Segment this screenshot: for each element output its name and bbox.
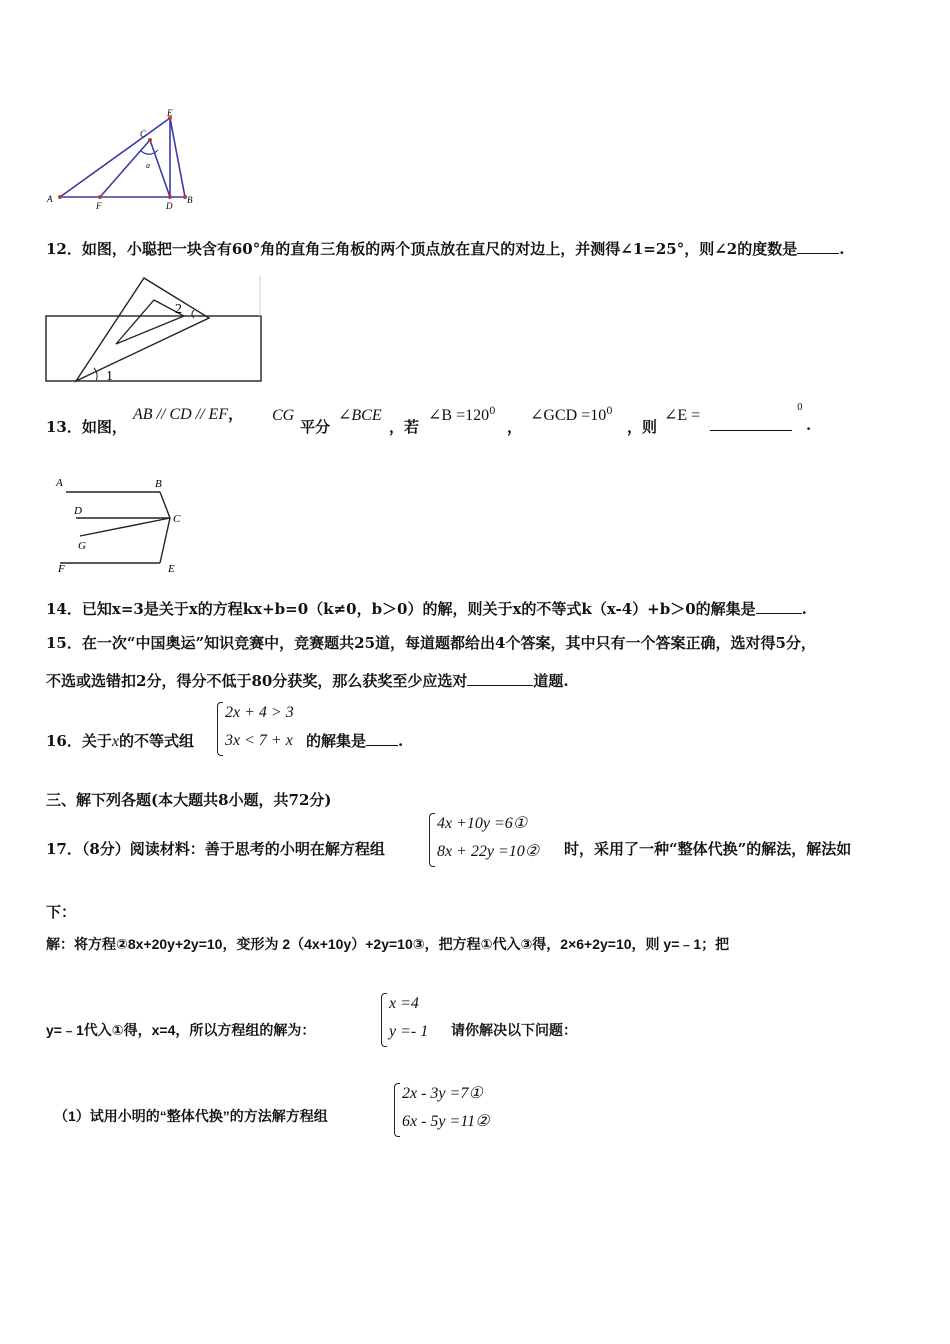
q13-sup2: 0	[606, 406, 613, 417]
q17-line3: 解：将方程②8x+20y+2y=10，变形为 2（4x+10y）+2y=10③，把方程①代入③得，2×6+2y=10，则 y=﹣1；把	[46, 936, 730, 952]
q16-brace	[217, 702, 223, 756]
q13-mid-text: 平分	[300, 418, 331, 436]
fig13-label-f: F	[58, 563, 65, 575]
q13-expr2: CG	[272, 407, 295, 424]
question-17-line3	[46, 934, 729, 954]
q17-suffix: 时，采用了一种“整体代换”的解法，解法如	[564, 840, 852, 858]
fig13-label-b: B	[155, 478, 162, 490]
q17-solution-system	[389, 990, 428, 1046]
parallel-lines-figure-q13	[50, 472, 200, 576]
q13-expr-bce	[338, 405, 382, 425]
ruler-triangle-figure-q12	[44, 272, 266, 384]
q16-suffix: 的解集是	[306, 732, 367, 750]
question-13	[46, 416, 127, 437]
q13-expr-b	[428, 405, 495, 425]
q17-brace	[429, 813, 435, 867]
q12-angle-label-2: 2	[175, 302, 182, 317]
q12-tail: .	[839, 240, 845, 258]
q15-line1: 15．在一次“中国奥运”知识竞赛中，竞赛题共25道，每道题都给出4个答案，其中只有一个答案正确，选对得5分，	[46, 634, 816, 652]
q17-1-equation-system	[402, 1080, 489, 1136]
q16-mid: 的不等式组	[118, 732, 194, 750]
fig13-label-a: A	[56, 477, 63, 489]
question-15-line2	[46, 670, 569, 691]
q13-answer-blank[interactable]	[710, 416, 792, 431]
q17-sol1: x =4	[389, 995, 419, 1012]
q13-comma4: ，则	[627, 418, 658, 436]
q16-suffix-box	[306, 730, 403, 751]
q15-line2: 不选或选错扣2分，得分不低于80分获奖，那么获奖至少应选对	[46, 672, 468, 690]
q17-eq2: 8x + 22y =10②	[437, 843, 540, 860]
question-17-prefix	[46, 838, 385, 859]
q13-expr-parallel	[133, 403, 243, 424]
q13-comma1: ，	[228, 405, 244, 423]
question-17-line2	[46, 901, 76, 922]
q13-expr-cg	[272, 406, 294, 425]
q13-ze-box	[627, 416, 657, 437]
q13-expr1: AB // CD // EF	[133, 406, 229, 423]
q17-1-eq2: 6x - 5y =11②	[402, 1113, 490, 1130]
q13-ruo	[389, 416, 419, 437]
q16-inequality-system	[225, 699, 294, 755]
q17-line2: 下：	[46, 903, 77, 921]
q13-mid	[300, 416, 330, 437]
fig13-label-e: E	[168, 563, 175, 575]
fig11-label-a-vertex: A	[47, 194, 53, 204]
q14-text: 14．已知x=3是关于x的方程kx+b=0（k≠0，b＞0）的解，则关于x的不等式k（x-4）+b＞0的解集是	[46, 600, 756, 618]
q17-1-brace	[394, 1083, 400, 1137]
fig11-label-alpha: a	[146, 161, 150, 170]
q16-tail: .	[398, 732, 404, 750]
q13-expr3: ∠BCE	[338, 407, 382, 424]
q17-equation-system	[437, 810, 539, 866]
fig11-label-d: D	[166, 201, 173, 211]
question-16	[46, 730, 194, 751]
q16-eq2: 3x < 7 + x	[225, 732, 293, 749]
q14-answer-blank[interactable]	[756, 599, 802, 614]
q17-line4-suffix: 请你解决以下问题：	[451, 1022, 577, 1038]
q15-tail: 道题.	[533, 672, 569, 690]
fig11-label-e: E	[167, 108, 173, 118]
q17-sol2: y =- 1	[389, 1023, 429, 1040]
q13-comma3: ，	[507, 418, 523, 436]
q16-eq1: 2x + 4 > 3	[225, 704, 294, 721]
q13-sup3: 0	[797, 403, 803, 413]
q12-answer-blank[interactable]	[797, 239, 839, 254]
q13-sup1: 0	[489, 406, 496, 417]
q16-var: x	[111, 733, 119, 750]
q15-answer-blank[interactable]	[467, 671, 533, 686]
q13-sup3-box	[797, 403, 803, 413]
q13-tail: .	[806, 416, 812, 434]
fig13-label-c: C	[173, 513, 181, 525]
fig13-label-g: G	[78, 540, 86, 552]
q13-expr-e	[664, 405, 700, 425]
q17-eq1: 4x +10y =6①	[437, 815, 528, 832]
q13-comma3-box	[507, 416, 522, 437]
fig11-label-f: F	[96, 201, 102, 211]
question-17-line4-suffix	[451, 1020, 577, 1040]
q13-expr6: ∠E =	[664, 407, 701, 424]
q17-line4-prefix: y=﹣1代入①得，x=4，所以方程组的解为：	[46, 1022, 316, 1038]
q13-prefix: 13．如图，	[46, 418, 127, 436]
question-12	[46, 238, 844, 259]
q13-expr4: ∠B =120	[428, 407, 490, 424]
q17-prefix: 17．（8分）阅读材料：善于思考的小明在解方程组	[46, 840, 385, 858]
section-3-title	[46, 789, 332, 810]
section3-title-text: 三、解下列各题(本大题共8小题，共72分)	[46, 791, 332, 809]
question-14	[46, 598, 807, 619]
q12-text: 12．如图，小聪把一块含有60°角的直角三角板的两个顶点放在直尺的对边上，并测得∠1=25°，则∠2的度数是	[46, 240, 798, 258]
q17-1-prefix: （1）试用小明的“整体代换”的方法解方程组	[54, 1108, 328, 1124]
fig13-label-d: D	[74, 505, 82, 517]
fig11-label-c: C	[140, 129, 147, 139]
q14-tail: .	[801, 600, 807, 618]
q13-comma2: ，若	[389, 418, 420, 436]
q13-expr-gcd	[530, 405, 613, 425]
fig11-label-b: B	[187, 195, 193, 205]
q12-angle-label-1: 1	[106, 369, 113, 384]
q17-1-eq1: 2x - 3y =7①	[402, 1085, 483, 1102]
q13-expr5: ∠GCD =10	[530, 407, 607, 424]
triangle-figure-q11	[40, 108, 210, 213]
question-17-part1	[54, 1106, 328, 1126]
q16-answer-blank[interactable]	[366, 731, 398, 746]
question-17-line4	[46, 1020, 315, 1040]
q13-tail-box	[806, 416, 811, 434]
question-15-line1	[46, 632, 816, 653]
q16-prefix: 16．关于	[46, 732, 112, 750]
q17-solution-brace	[381, 993, 387, 1047]
question-17-suffix	[564, 838, 851, 859]
